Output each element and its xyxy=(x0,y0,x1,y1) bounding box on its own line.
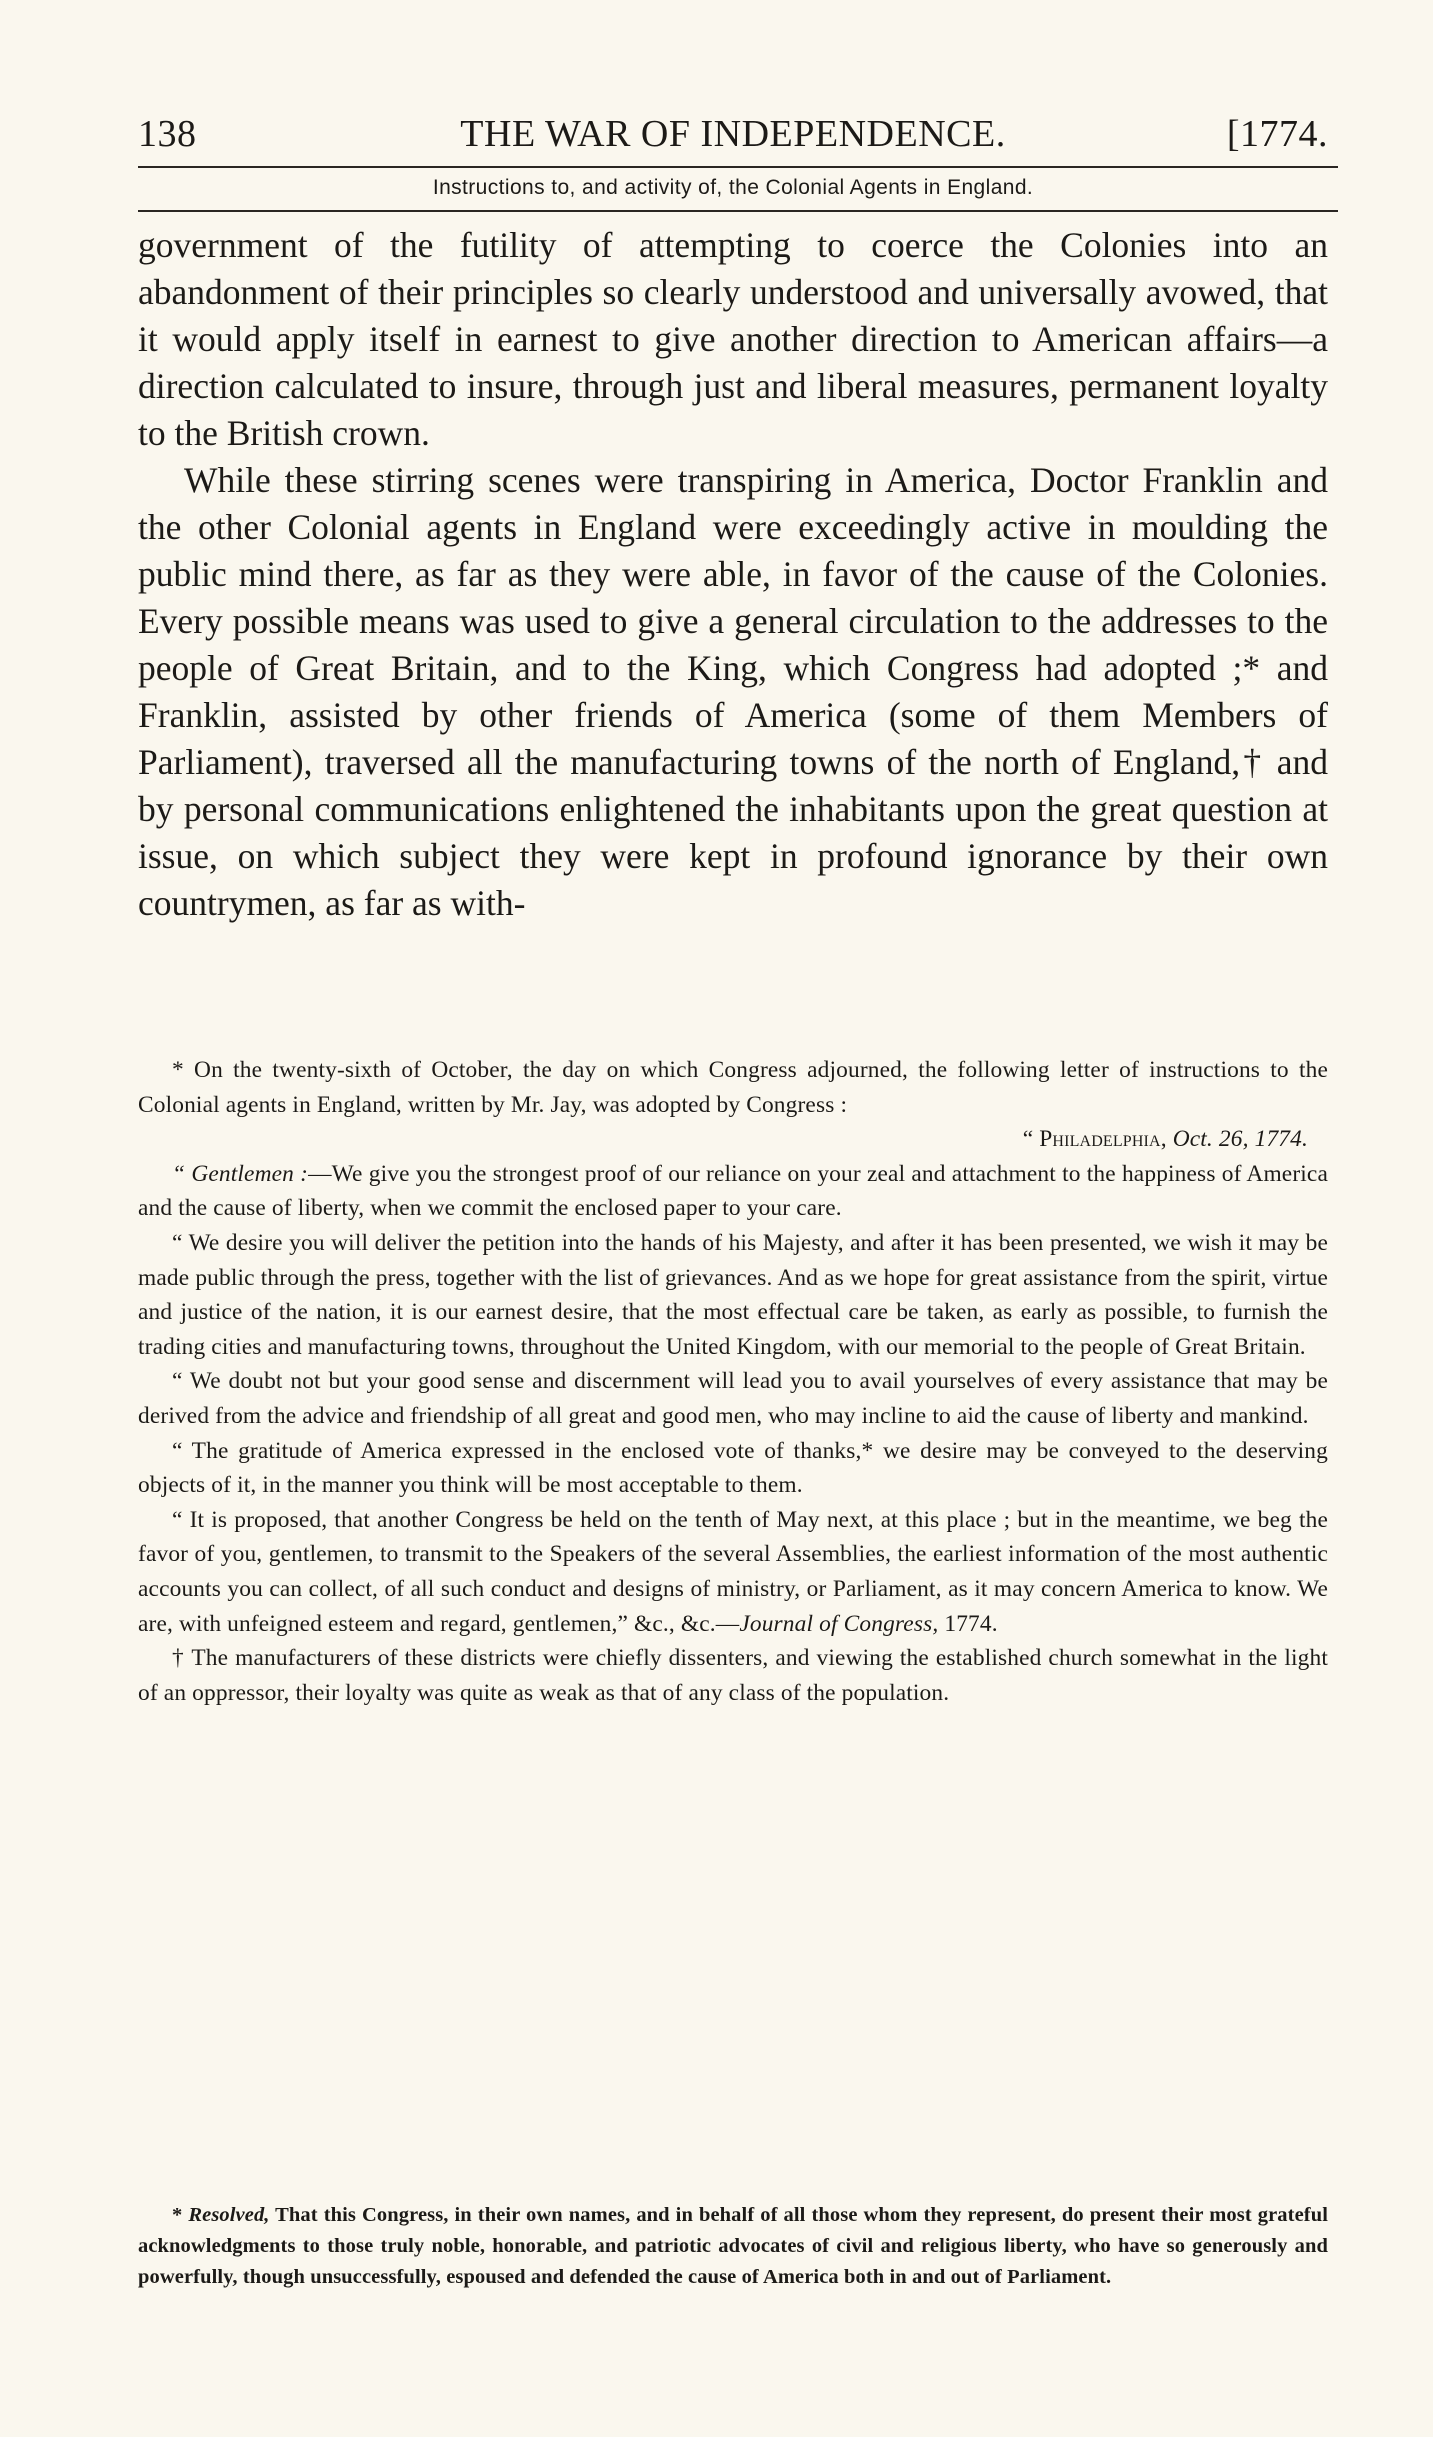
running-title: THE WAR OF INDEPENDENCE. xyxy=(460,113,1006,155)
letter-paragraph-4: “ The gratitude of America expressed in the enclosed vote of thanks,* we desire may be conveyed to the deserving objects of it, in the manner you think will be most acceptable to them. xyxy=(138,1437,1328,1499)
letter-salutation: “ Gentlemen : xyxy=(172,1160,309,1187)
letter-dateline xyxy=(138,1122,1328,1157)
body-paragraph-2: While these stirring scenes were transpiring in America, Doctor Franklin and the other Colonial agents in England were exceedingly active in moulding the public mind there, as far as they were able, in favor of the cause of the Colonies. Every possible means was used to give a general circulation to the addresses to the people of Great Britain, and to the King, which Congress had adopted ;* and Franklin, assisted by other friends of America (some of them Members of Parliament), traversed all the manufacturing towns of the north of England,† and by personal communications enlightened the inhabitants upon the great question at issue, on which subject they were kept in profound ignorance by their own countrymen, as far as with- xyxy=(138,460,1328,923)
sub-footnote-text: That this Congress, in their own names, and in behalf of all those whom they represent, do present their most grateful acknowledgments to those truly noble, honorable, and patriotic advocates of civil and religious liberty, who have so generously and powerfully, though unsuccessfully, espoused and defended the cause of America both in and out of Parliament. xyxy=(138,2204,1328,2288)
running-year: [1774. xyxy=(1226,113,1328,155)
letter-paragraph-5-text: “ It is proposed, that another Congress be held on the tenth of May next, at this place ; but in the meantime, we beg the favor of you, gentlemen, to transmit to the Speakers of the several Assemblies, the earliest information of the most authentic accounts you can collect, of all such conduct and designs of ministry, or Parliament, as it may concern America to know. We are, with unfeigned esteem and regard, gentlemen,” &c., &c.— xyxy=(138,1506,1328,1637)
footnotes xyxy=(138,1053,1328,1710)
section-subheading: Instructions to, and activity of, the Colonial Agents in England. xyxy=(432,176,1034,199)
letter-paragraph-1 xyxy=(138,1157,1328,1226)
resolved-word: Resolved, xyxy=(188,2204,270,2226)
footnote-dagger: † The manufacturers of these districts were chiefly dissenters, and viewing the established church somewhat in the light of an oppressor, their loyalty was quite as weak as that of any class of the population. xyxy=(138,1645,1328,1706)
page-number: 138 xyxy=(138,113,197,155)
dateline-place: “ Philadelphia, xyxy=(1022,1126,1167,1153)
header-rule xyxy=(138,166,1338,168)
main-text xyxy=(138,222,1328,927)
letter-paragraph-1-text: —We give you the strongest proof of our reliance on your zeal and attachment to the happiness of America and the cause of liberty, when we commit the enclosed paper to your care. xyxy=(138,1160,1328,1222)
subheading-rule xyxy=(138,210,1338,212)
letter-paragraph-2: “ We desire you will deliver the petition into the hands of his Majesty, and after it has been presented, we wish it may be made public through the press, together with the list of grievances. And as we hope for great assistance from the spirit, virtue and justice of the nation, it is our earnest desire, that the most effectual care be taken, as early as possible, to furnish the trading cities and manufacturing towns, throughout the United Kingdom, with our memorial to the people of Great Britain. xyxy=(138,1229,1328,1360)
source-citation: Journal of Congress, xyxy=(739,1610,939,1637)
sub-footnote xyxy=(138,2200,1328,2293)
sub-footnote-mark: * xyxy=(172,2204,189,2226)
footnote-star: * On the twenty-sixth of October, the day on which Congress adjourned, the following letter of instructions to the Colonial agents in England, written by Mr. Jay, was adopted by Congress : xyxy=(138,1057,1328,1118)
letter-paragraph-5 xyxy=(138,1503,1328,1641)
body-paragraph-1: government of the futility of attempting to coerce the Colonies into an abandonment of their principles so clearly understood and universally avowed, that it would apply itself in earnest to give another direction to American affairs—a direction calculated to insure, through just and liberal measures, permanent loyalty to the British crown. xyxy=(138,225,1328,453)
sub-footnote-paragraph xyxy=(138,2200,1328,2293)
running-header xyxy=(138,112,1328,168)
source-year: 1774. xyxy=(944,1610,998,1637)
dateline-date: Oct. 26, 1774. xyxy=(1172,1126,1308,1153)
letter-paragraph-3: “ We doubt not but your good sense and discernment will lead you to avail yourselves of every assistance that may be derived from the advice and friendship of all great and good men, who may incline to aid the cause of liberty and mankind. xyxy=(138,1368,1328,1429)
